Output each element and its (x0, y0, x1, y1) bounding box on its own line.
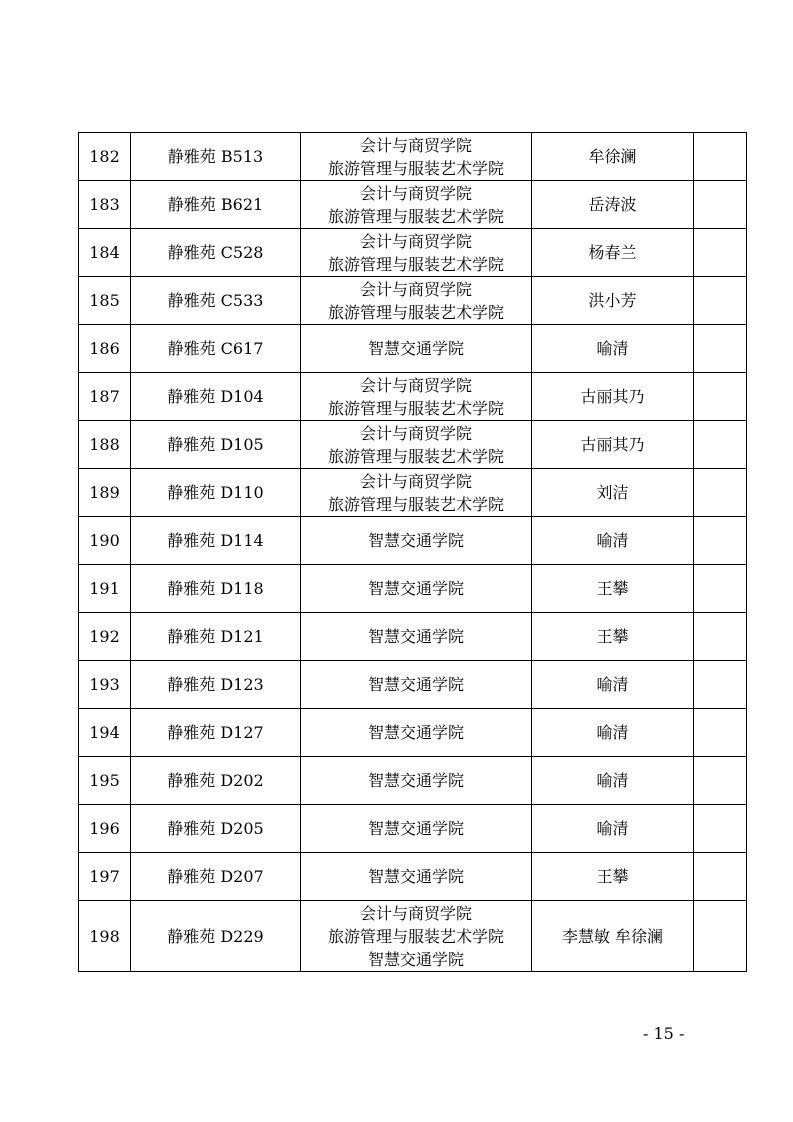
dorm-room-cell: 静雅苑 D123 (131, 661, 301, 709)
dorm-room-cell: 静雅苑 D207 (131, 853, 301, 901)
table-row (79, 421, 747, 469)
note-cell (694, 277, 747, 325)
table-row (79, 757, 747, 805)
dorm-room-cell: 静雅苑 D110 (131, 469, 301, 517)
college-cell (301, 325, 532, 373)
table-row (79, 133, 747, 181)
note-cell (694, 853, 747, 901)
note-cell (694, 325, 747, 373)
college-name: 会计与商贸学院 (359, 279, 472, 299)
table-body (79, 133, 747, 972)
college-name: 旅游管理与服装艺术学院 (327, 398, 504, 418)
page-number: - 15 - (643, 1024, 685, 1043)
table-row (79, 517, 747, 565)
college-cell (301, 757, 532, 805)
note-cell (694, 517, 747, 565)
table-row (79, 229, 747, 277)
college-cell (301, 373, 532, 421)
row-number-cell: 191 (79, 565, 131, 613)
responsible-person-cell: 喻清 (532, 661, 694, 709)
college-name: 会计与商贸学院 (359, 135, 472, 155)
responsible-person-cell: 杨春兰 (532, 229, 694, 277)
table-row (79, 565, 747, 613)
responsible-person-cell: 王攀 (532, 853, 694, 901)
college-name: 会计与商贸学院 (359, 903, 472, 923)
college-name: 智慧交通学院 (367, 627, 464, 646)
college-cell (301, 661, 532, 709)
note-cell (694, 805, 747, 853)
note-cell (694, 661, 747, 709)
college-name: 会计与商贸学院 (359, 183, 472, 203)
dorm-room-cell: 静雅苑 C533 (131, 277, 301, 325)
responsible-person-cell: 喻清 (532, 517, 694, 565)
college-name: 旅游管理与服装艺术学院 (327, 302, 504, 322)
row-number-cell: 184 (79, 229, 131, 277)
dorm-room-cell: 静雅苑 D127 (131, 709, 301, 757)
college-cell (301, 853, 532, 901)
dorm-room-cell: 静雅苑 D229 (131, 901, 301, 972)
table-row (79, 805, 747, 853)
row-number-cell: 189 (79, 469, 131, 517)
row-number-cell: 198 (79, 901, 131, 972)
table-row (79, 853, 747, 901)
college-name: 旅游管理与服装艺术学院 (327, 494, 504, 514)
college-name: 旅游管理与服装艺术学院 (327, 446, 504, 466)
responsible-person-cell: 洪小芳 (532, 277, 694, 325)
row-number-cell: 185 (79, 277, 131, 325)
row-number-cell: 186 (79, 325, 131, 373)
college-cell (301, 901, 532, 972)
college-cell (301, 517, 532, 565)
responsible-person-cell: 李慧敏 牟徐澜 (532, 901, 694, 972)
responsible-person-cell: 岳涛波 (532, 181, 694, 229)
note-cell (694, 709, 747, 757)
responsible-person-cell: 喻清 (532, 757, 694, 805)
dorm-room-cell: 静雅苑 B513 (131, 133, 301, 181)
dorm-room-cell: 静雅苑 D202 (131, 757, 301, 805)
college-cell (301, 133, 532, 181)
dorm-room-cell: 静雅苑 D104 (131, 373, 301, 421)
college-name: 会计与商贸学院 (359, 471, 472, 491)
dorm-room-cell: 静雅苑 C528 (131, 229, 301, 277)
college-name: 智慧交通学院 (367, 675, 464, 694)
row-number-cell: 193 (79, 661, 131, 709)
table-row (79, 661, 747, 709)
table-row (79, 613, 747, 661)
college-name: 会计与商贸学院 (359, 231, 472, 251)
college-name: 智慧交通学院 (367, 949, 464, 969)
note-cell (694, 133, 747, 181)
table-row (79, 181, 747, 229)
college-name: 旅游管理与服装艺术学院 (327, 158, 504, 178)
responsible-person-cell: 古丽其乃 (532, 373, 694, 421)
responsible-person-cell: 喻清 (532, 325, 694, 373)
college-cell (301, 277, 532, 325)
college-name: 旅游管理与服装艺术学院 (327, 206, 504, 226)
dorm-room-cell: 静雅苑 D121 (131, 613, 301, 661)
college-cell (301, 229, 532, 277)
row-number-cell: 187 (79, 373, 131, 421)
dormitory-table (78, 132, 747, 972)
note-cell (694, 901, 747, 972)
college-cell (301, 565, 532, 613)
college-cell (301, 709, 532, 757)
dorm-room-cell: 静雅苑 D118 (131, 565, 301, 613)
responsible-person-cell: 古丽其乃 (532, 421, 694, 469)
row-number-cell: 183 (79, 181, 131, 229)
college-name: 智慧交通学院 (367, 723, 464, 742)
note-cell (694, 373, 747, 421)
college-name: 智慧交通学院 (367, 771, 464, 790)
dorm-room-cell: 静雅苑 C617 (131, 325, 301, 373)
row-number-cell: 190 (79, 517, 131, 565)
college-cell (301, 469, 532, 517)
responsible-person-cell: 喻清 (532, 805, 694, 853)
note-cell (694, 181, 747, 229)
row-number-cell: 196 (79, 805, 131, 853)
table-row (79, 469, 747, 517)
note-cell (694, 757, 747, 805)
row-number-cell: 182 (79, 133, 131, 181)
college-cell (301, 421, 532, 469)
row-number-cell: 197 (79, 853, 131, 901)
table-row (79, 277, 747, 325)
college-name: 智慧交通学院 (367, 531, 464, 550)
row-number-cell: 195 (79, 757, 131, 805)
college-name: 智慧交通学院 (367, 579, 464, 598)
college-name: 会计与商贸学院 (359, 423, 472, 443)
note-cell (694, 613, 747, 661)
college-name: 智慧交通学院 (367, 819, 464, 838)
responsible-person-cell: 牟徐澜 (532, 133, 694, 181)
row-number-cell: 194 (79, 709, 131, 757)
college-cell (301, 181, 532, 229)
college-name: 智慧交通学院 (367, 867, 464, 886)
row-number-cell: 192 (79, 613, 131, 661)
college-cell (301, 613, 532, 661)
college-name: 会计与商贸学院 (359, 375, 472, 395)
table-row (79, 325, 747, 373)
college-name: 旅游管理与服装艺术学院 (327, 926, 504, 946)
college-name: 旅游管理与服装艺术学院 (327, 254, 504, 274)
table-row (79, 709, 747, 757)
college-name: 智慧交通学院 (367, 339, 464, 358)
note-cell (694, 421, 747, 469)
dorm-room-cell: 静雅苑 D205 (131, 805, 301, 853)
dorm-room-cell: 静雅苑 D105 (131, 421, 301, 469)
responsible-person-cell: 王攀 (532, 613, 694, 661)
row-number-cell: 188 (79, 421, 131, 469)
table-row (79, 373, 747, 421)
responsible-person-cell: 王攀 (532, 565, 694, 613)
note-cell (694, 565, 747, 613)
responsible-person-cell: 喻清 (532, 709, 694, 757)
note-cell (694, 469, 747, 517)
dorm-room-cell: 静雅苑 D114 (131, 517, 301, 565)
college-cell (301, 805, 532, 853)
table-row (79, 901, 747, 972)
note-cell (694, 229, 747, 277)
responsible-person-cell: 刘洁 (532, 469, 694, 517)
dorm-room-cell: 静雅苑 B621 (131, 181, 301, 229)
